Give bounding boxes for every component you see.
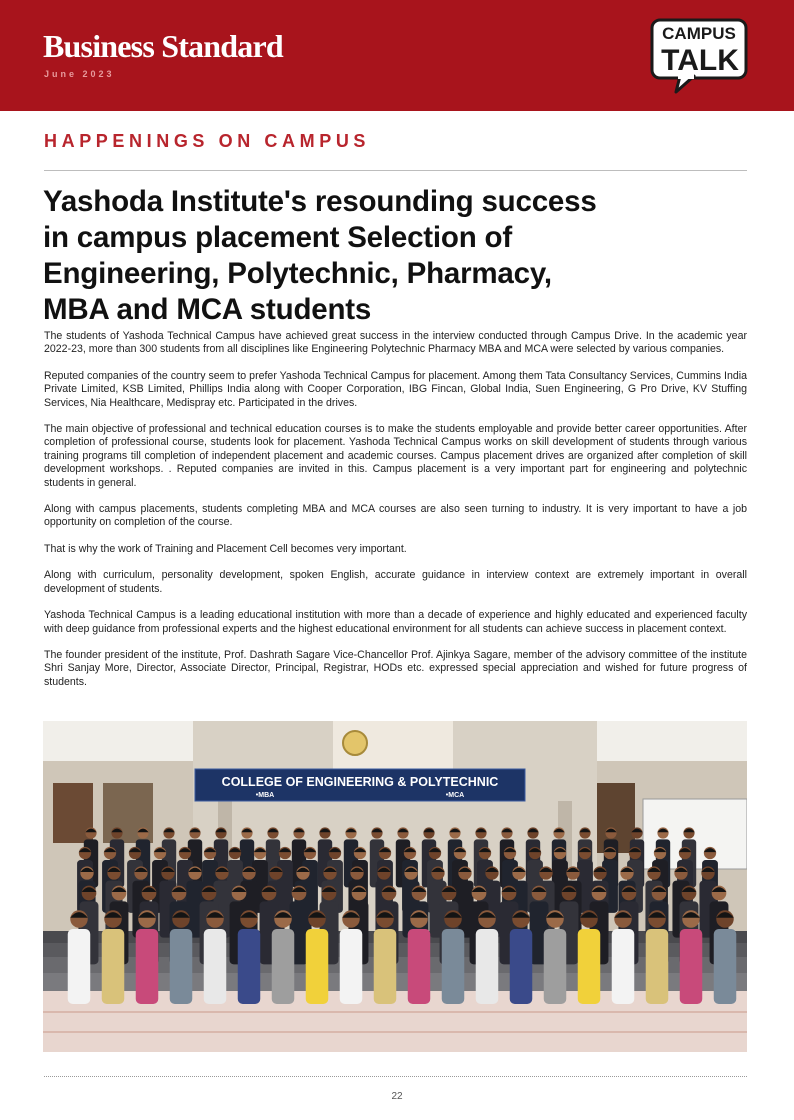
article-paragraph: The students of Yashoda Technical Campus have achieved great success in the interview conducted through Campus Drive. In the academic year 2022-23, more than 300 students from all disciplines like Engineering Polytechnic Pharmacy MBA and MCA were selected by various companies. (44, 330, 747, 356)
headline-line: MBA and MCA students (43, 293, 372, 326)
issue-date: June 2023 (44, 69, 115, 79)
campus-talk-logo (650, 18, 748, 94)
article-paragraph: That is why the work of Training and Placement Cell becomes very important. (44, 542, 407, 555)
article-paragraph: The founder president of the institute, Prof. Dashrath Sagare Vice-Chancellor Prof. Ajinkya Sagare, member of the advisory committee of the institute Shri Sanjay More, Director, Associate Director, Principal, Registrar, HODs etc. expressed special appreciation and wished for future progress of students. (44, 648, 747, 688)
headline-line: in campus placement Selection of (43, 221, 512, 254)
group-photo-illustration (43, 721, 747, 1052)
article-paragraph: Along with campus placements, students completing MBA and MCA courses are also seen turning to industry. It is very important to have a job opportunity on completion of the course. (44, 503, 747, 529)
article-body (44, 330, 747, 702)
page-number: 22 (391, 1091, 403, 1102)
masthead (0, 0, 794, 111)
banner-title: COLLEGE OF ENGINEERING & POLYTECHNIC (221, 775, 499, 789)
banner-mca: •MCA (445, 792, 465, 799)
article-paragraph: Along with curriculum, personality development, spoken English, accurate guidance in interview context are extremely important in overall development of students. (44, 569, 747, 595)
headline-line: Yashoda Institute's resounding success (43, 185, 597, 218)
group-photo (43, 721, 747, 1052)
article-headline (43, 184, 723, 328)
logo-word-campus: CAMPUS (662, 24, 736, 43)
publication-brand: Business Standard (43, 28, 283, 64)
headline-line: Engineering, Polytechnic, Pharmacy, (43, 257, 552, 290)
section-label: HAPPENINGS ON CAMPUS (44, 131, 371, 151)
article-paragraph: The main objective of professional and technical education courses is to make the students employable and provide better career opportunities. After completion of professional course, students look for placement. Yashoda Technical Campus works on skill development of students through various training programs till completion of independent placement and academic courses. Campus placement drives are organized after completion of skill development workshops. . Reputed companies are invited in this. Campus placement is a very important part for engineering and polytechnic students in general. (44, 423, 747, 489)
section-divider (44, 170, 747, 171)
banner-mba: •MBA (255, 792, 275, 799)
article-paragraph: Yashoda Technical Campus is a leading educational institution with more than a decade of experience and highly educated and experienced faculty with deep guidance from professional experts and the highest educational environment for all students can achieve success in placement context. (44, 609, 747, 635)
article-paragraph: Reputed companies of the country seem to prefer Yashoda Technical Campus for placement. Among them Tata Consultancy Services, Cummins India Private Limited, KSB Limited, Phillips India along with Cooper Corporation, IBG Fincan, Global India, Suen Engineering, G Pro Drive, KV Stuffing Services, Nia Healthcare, Medispray etc. Participated in the drives. (44, 369, 747, 409)
logo-word-talk: TALK (661, 44, 739, 77)
footer-divider (44, 1076, 747, 1077)
